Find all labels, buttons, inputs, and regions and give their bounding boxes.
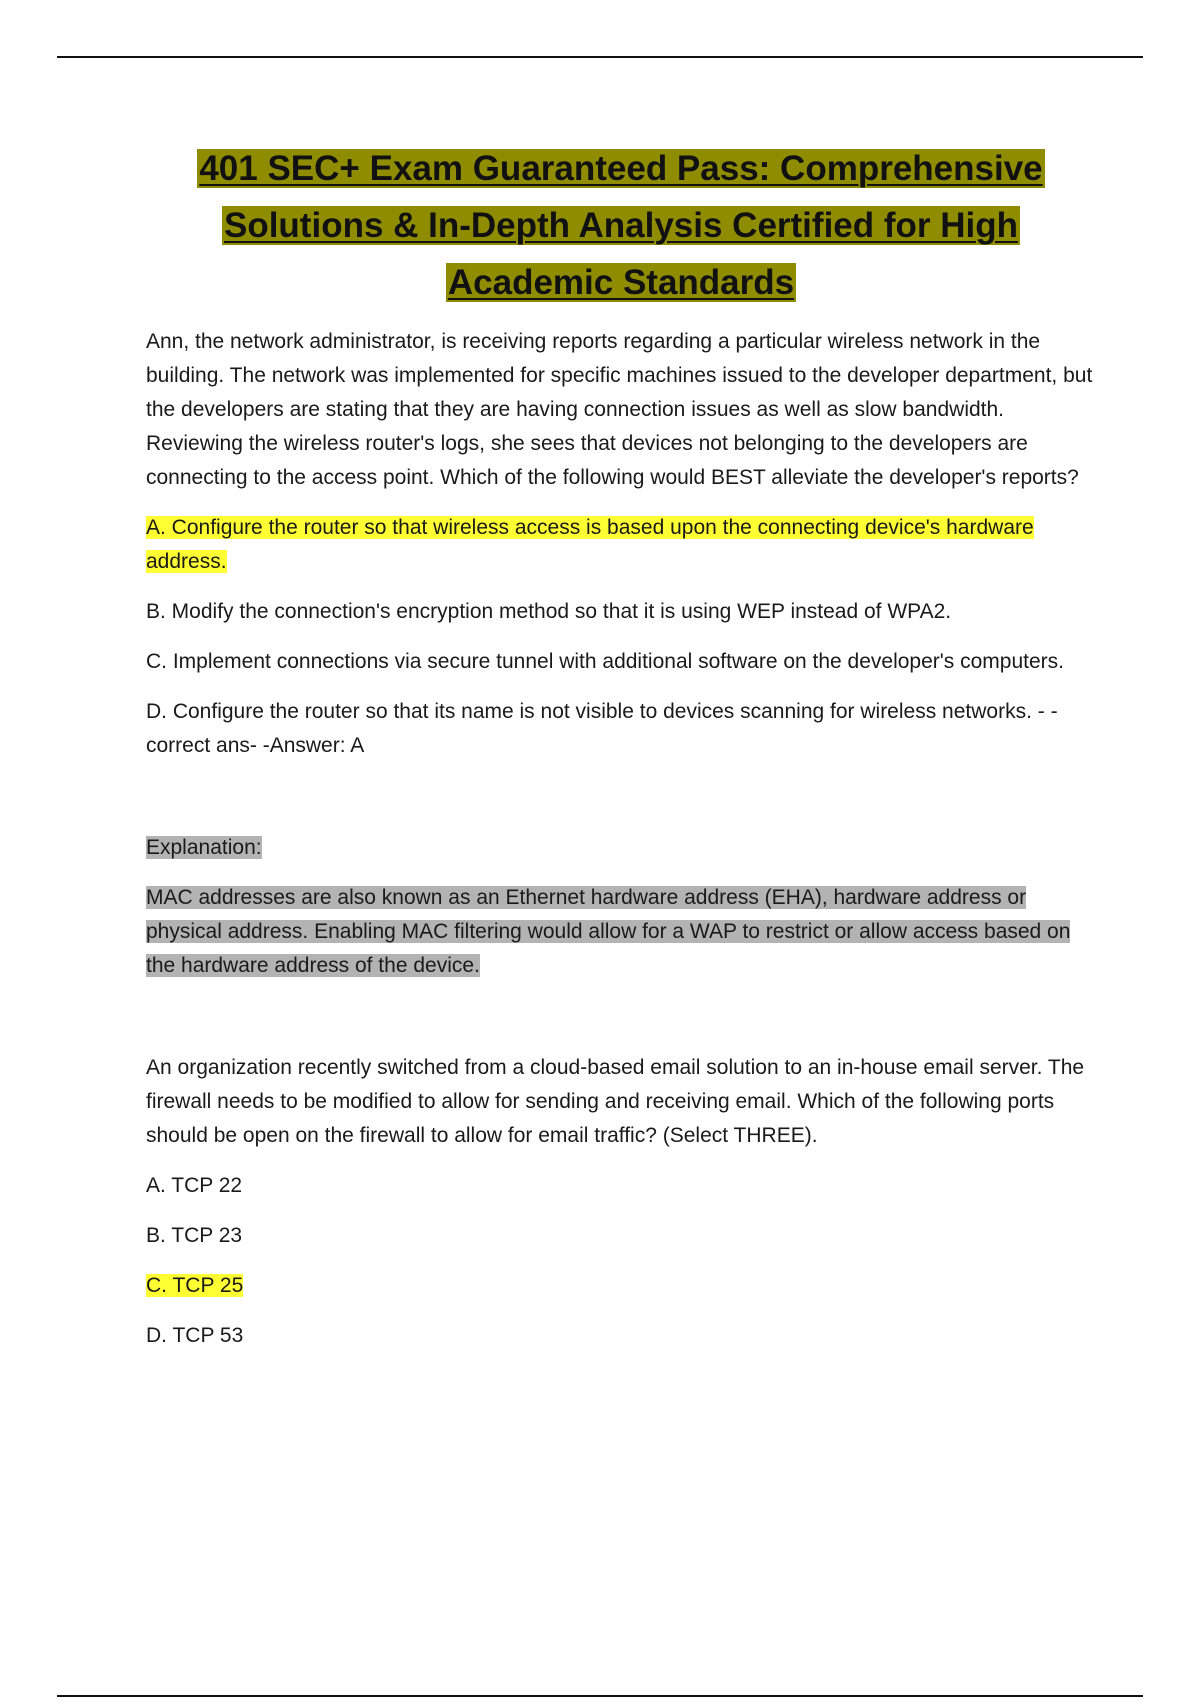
question-1-option-d: D. Configure the router so that its name is not visible to devices scanning for wireless networks. - -correct ans- -Answer: A xyxy=(146,700,1058,757)
top-rule xyxy=(57,56,1143,58)
document-title xyxy=(146,140,1096,311)
explanation-label xyxy=(146,831,1096,865)
explanation-label-text: Explanation: xyxy=(146,836,262,859)
question-2-option-c-text: C. TCP 25 xyxy=(146,1274,244,1297)
question-1-option-a xyxy=(146,511,1096,579)
question-1-option-b: B. Modify the connection's encryption method so that it is using WEP instead of WPA2. xyxy=(146,600,952,623)
question-1-option-c: C. Implement connections via secure tunnel with additional software on the developer's computers. xyxy=(146,650,1065,673)
spacer xyxy=(146,779,1096,831)
question-2 xyxy=(146,1051,1096,1353)
document-title-text: 401 SEC+ Exam Guaranteed Pass: Comprehensive Solutions & In-Depth Analysis Certified for High Academic Standards xyxy=(199,149,1043,302)
question-2-option-b: B. TCP 23 xyxy=(146,1224,243,1247)
spacer xyxy=(146,999,1096,1051)
document-body xyxy=(146,140,1096,1369)
question-1-option-a-text: A. Configure the router so that wireless access is based upon the connecting device's hardware address. xyxy=(146,516,1034,573)
question-1-stem: Ann, the network administrator, is receiving reports regarding a particular wireless network in the building. The network was implemented for specific machines issued to the developer department, but the developers are stating that they are having connection issues as well as slow bandwidth. Reviewing the wireless router's logs, she sees that devices not belonging to the developers are connecting to the access point. Which of the following would BEST alleviate the developer's reports? xyxy=(146,330,1093,489)
question-2-option-c xyxy=(146,1269,1096,1303)
question-2-stem: An organization recently switched from a cloud-based email solution to an in-house email server. The firewall needs to be modified to allow for sending and receiving email. Which of the following ports should be open on the firewall to allow for email traffic? (Select THREE). xyxy=(146,1056,1085,1147)
bottom-rule xyxy=(57,1695,1143,1697)
explanation-text xyxy=(146,881,1096,983)
question-1 xyxy=(146,325,1096,983)
question-2-option-d: D. TCP 53 xyxy=(146,1324,244,1347)
explanation-text-body: MAC addresses are also known as an Ethernet hardware address (EHA), hardware address or physical address. Enabling MAC filtering would allow for a WAP to restrict or allow access based on the hardware address of the device. xyxy=(146,886,1071,977)
question-2-option-a: A. TCP 22 xyxy=(146,1174,243,1197)
